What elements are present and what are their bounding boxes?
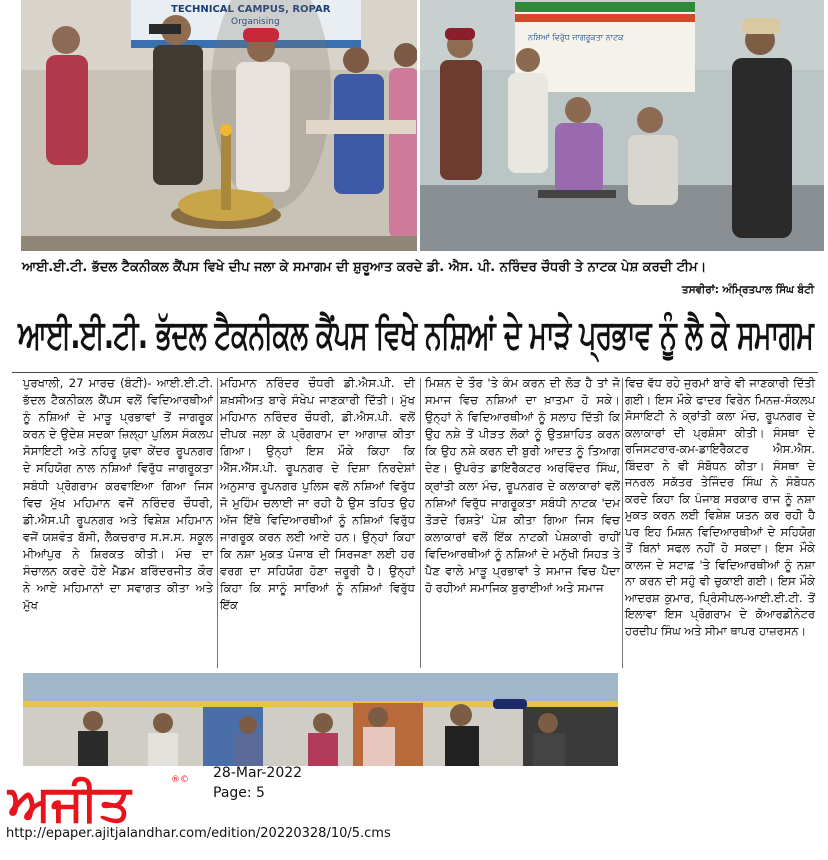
banner-text: TECHNICAL CAMPUS, ROPAR [171, 4, 331, 15]
play-banner-text: ਨਸ਼ਿਆਂ ਵਿਰੁੱਧ ਜਾਗਰੂਕਤਾ ਨਾਟਕ [528, 33, 624, 42]
photo-play-performance [420, 0, 824, 251]
headline: ਆਈ.ਈ.ਟੀ. ਭੱਦਲ ਟੈਕਨੀਕਲ ਕੈਂਪਸ ਵਿਖੇ ਨਸ਼ਿਆਂ ਦੇ ਮਾੜੇ ਪ੍ਰਭਾਵ ਨੂੰ ਲੈ ਕੇ ਸਮਾਗਮ [18, 312, 814, 358]
page-number: Page: 5 [213, 785, 265, 801]
edition-date: 28-Mar-2022 [213, 765, 303, 781]
photo-lamp-lighting [21, 0, 417, 251]
article-column-3 [425, 375, 620, 597]
photo-credit: ਤਸਵੀਰਾਂ: ਅੰਮ੍ਰਿਤਪਾਲ ਸਿੰਘ ਬੰਟੀ [681, 284, 814, 296]
column-divider [217, 378, 218, 668]
ajit-masthead-logo [6, 770, 196, 828]
article-text: ਮਹਿਮਾਨ ਨਰਿੰਦਰ ਚੌਧਰੀ ਡੀ.ਐਸ.ਪੀ. ਦੀ ਸ਼ਖ਼ਸੀਅਤ ਬਾਰੇ ਸੰਖੇਪ ਜਾਣਕਾਰੀ ਦਿੱਤੀ। ਮੁੱਖ ਮਹਿਮਾਨ ਨਰਿੰਦਰ ਚੌਧਰੀ, ਡੀ.ਐਸ.ਪੀ. ਵਲੋਂ ਦੀਪਕ ਜਲਾ ਕੇ ਪ੍ਰੋਗਰਾਮ ਦਾ ਆਗਾਜ਼ ਕੀਤਾ ਗਿਆ। ਉਨ੍ਹਾਂ ਇਸ ਮੌਕੇ ਕਿਹਾ ਕਿ ਐੱਸ.ਐੱਸ.ਪੀ. ਰੂਪਨਗਰ ਦੇ ਦਿਸ਼ਾ ਨਿਰਦੇਸ਼ਾਂ ਅਨੁਸਾਰ ਰੂਪਨਗਰ ਪੁਲਿਸ ਵਲੋਂ ਨਸ਼ਿਆਂ ਵਿਰੁੱਧ ਜੋ ਮੁਹਿੰਮ ਚਲਾਈ ਜਾ ਰਹੀ ਹੈ ਉਸ ਤਹਿਤ ਉਹ ਅੱਜ ਇੱਥੇ ਵਿਦਿਆਰਥੀਆਂ ਨੂੰ ਨਸ਼ਿਆਂ ਵਿਰੁੱਧ ਜਾਗਰੂਕ ਕਰਨ ਲਈ ਆਏ ਹਨ। ਉਨ੍ਹਾਂ ਕਿਹਾ ਕਿ ਨਸ਼ਾ ਮੁਕਤ ਪੰਜਾਬ ਦੀ ਸਿਰਜਣਾ ਲਈ ਹਰ ਵਰਗ ਦਾ ਸਹਿਯੋਗ ਹੋਣਾ ਜ਼ਰੂਰੀ ਹੈ। ਉਨ੍ਹਾਂ ਕਿਹਾ ਕਿ ਸਾਨੂੰ ਸਾਰਿਆਂ ਨੂੰ ਨਸ਼ਿਆਂ ਵਿਰੁੱਧ ਇੱਕ [220, 376, 415, 613]
column-divider [622, 378, 623, 668]
article-text: ਮਿਸ਼ਨ ਦੇ ਤੌਰ 'ਤੇ ਕੰਮ ਕਰਨ ਦੀ ਲੋੜ ਹੈ ਤਾਂ ਜੋ ਸਮਾਜ ਵਿਚ ਨਸ਼ਿਆਂ ਦਾ ਖ਼ਾਤਮਾ ਹੋ ਸਕੇ। ਉਨ੍ਹਾਂ ਨੇ ਵਿਦਿਆਰਥੀਆਂ ਨੂੰ ਸਲਾਹ ਦਿੱਤੀ ਕਿ ਉਹ ਨਸ਼ੇ ਤੋਂ ਪੀੜਤ ਲੋਕਾਂ ਨੂੰ ਉਤਸ਼ਾਹਿਤ ਕਰਨ ਕਿ ਉਹ ਨਸ਼ੇ ਕਰਨ ਦੀ ਬੁਰੀ ਆਦਤ ਨੂੰ ਤਿਆਗ ਦੇਣ। ਉਪਰੰਤ ਡਾਇਰੈਕਟਰ ਅਰਵਿੰਦਰ ਸਿੰਘ, ਕ੍ਰਾਂਤੀ ਕਲਾ ਮੰਚ, ਰੂਪਨਗਰ ਦੇ ਕਲਾਕਾਰਾਂ ਵਲੋਂ ਨਸ਼ਿਆਂ ਵਿਰੁੱਧ ਜਾਗਰੂਕਤਾ ਸਬੰਧੀ ਨਾਟਕ 'ਦਮ ਤੋੜਦੇ ਰਿਸ਼ਤੇ' ਪੇਸ਼ ਕੀਤਾ ਗਿਆ ਜਿਸ ਵਿਚ ਕਲਾਕਾਰਾਂ ਵਲੋਂ ਇੱਕ ਨਾਟਕੀ ਪੇਸ਼ਕਾਰੀ ਰਾਹੀਂ ਵਿਦਿਆਰਥੀਆਂ ਨੂੰ ਨਸ਼ਿਆਂ ਦੇ ਮਨੁੱਖੀ ਸਿਹਤ ਤੇ ਪੈਣ ਵਾਲੇ ਮਾੜੂ ਪ੍ਰਭਾਵਾਂ ਤੇ ਸਮਾਜ ਵਿਚ ਪੈਦਾ ਹੋ ਰਹੀਆਂ ਸਮਾਜਿਕ ਬੁਰਾਈਆਂ ਅਤੇ ਸਮਾਜ [425, 376, 620, 596]
masthead-registered-mark: ®© [171, 775, 189, 785]
article-column-1 [23, 375, 213, 614]
photo-caption: ਆਈ.ਈ.ਟੀ. ਭੱਦਲ ਟੈਕਨੀਕਲ ਕੈਂਪਸ ਵਿਖੇ ਦੀਪ ਜਲਾ ਕੇ ਸਮਾਗਮ ਦੀ ਸ਼ੁਰੂਆਤ ਕਰਦੇ ਡੀ. ਐਸ. ਪੀ. ਨਰਿੰਦਰ ਚੌਧਰੀ ਤੇ ਨਾਟਕ ਪੇਸ਼ ਕਰਦੀ ਟੀਮ। [22, 260, 707, 275]
edition-url[interactable]: http://epaper.ajitjalandhar.com/edition/20220328/10/5.cms [6, 826, 391, 841]
article-text: ਪੁਰਖਾਲੀ, 27 ਮਾਰਚ (ਬੰਟੀ)- ਆਈ.ਈ.ਟੀ. ਭੱਦਲ ਟੈਕਨੀਕਲ ਕੈਂਪਸ ਵਲੋਂ ਵਿਦਿਆਰਥੀਆਂ ਨੂੰ ਨਸ਼ਿਆਂ ਦੇ ਮਾੜੂ ਪ੍ਰਭਾਵਾਂ ਤੋਂ ਜਾਗਰੂਕ ਕਰਨ ਦੇ ਉਦੇਸ਼ ਸਦਕਾ ਜ਼ਿਲ੍ਹਾ ਪੁਲਿਸ ਸੰਕਲਪ ਸੋਸਾਇਟੀ ਅਤੇ ਨਹਿਰੂ ਯੁਵਾ ਕੇਂਦਰ ਰੂਪਨਗਰ ਦੇ ਸਹਿਯੋਗ ਨਾਲ ਨਸ਼ਿਆਂ ਵਿਰੁੱਧ ਜਾਗਰੂਕਤਾ ਸਬੰਧੀ ਪ੍ਰੋਗਰਾਮ ਕਰਵਾਇਆ ਗਿਆ ਜਿਸ ਵਿਚ ਮੁੱਖ ਮਹਿਮਾਨ ਵਜੋਂ ਨਰਿੰਦਰ ਚੌਧਰੀ, ਡੀ.ਐਸ.ਪੀ ਰੂਪਨਗਰ ਅਤੇ ਵਿਸ਼ੇਸ਼ ਮਹਿਮਾਨ ਵਜੋਂ ਯਸ਼ਵੰਤ ਬੱਸੀ, ਲੈਕਚਰਾਰ ਸ.ਸ.ਸ. ਸਕੂਲ ਮੀਆਂਪੁਰ ਨੇ ਸ਼ਿਰਕਤ ਕੀਤੀ। ਮੰਚ ਦਾ ਸੰਚਾਲਨ ਕਰਦੇ ਹੋਏ ਮੈਡਮ ਬਰਿੰਦਰਜੀਤ ਕੌਰ ਨੇ ਆਏ ਮਹਿਮਾਨਾਂ ਦਾ ਸਵਾਗਤ ਕੀਤਾ ਅਤੇ ਮੁੱਖ [23, 376, 213, 613]
headline-divider [12, 372, 818, 373]
column-divider [420, 378, 421, 668]
article-column-2 [220, 375, 415, 614]
photo-group [23, 673, 618, 766]
masthead-name: ਅਜੀਤ [8, 774, 131, 828]
person-right-edge [389, 43, 417, 238]
article-column-4 [625, 375, 815, 640]
banner-subtext: Organising [231, 17, 280, 27]
article-text: ਵਿਚ ਵੱਧ ਰਹੇ ਜੁਰਮਾਂ ਬਾਰੇ ਵੀ ਜਾਣਕਾਰੀ ਦਿੱਤੀ ਗਈ। ਇਸ ਮੌਕੇ ਫਾਦਰ ਵਿਰੇਨ ਮਿਨਜ਼-ਸੰਕਲਪ ਸੋਸਾਇਟੀ ਨੇ ਕ੍ਰਾਂਤੀ ਕਲਾ ਮੰਚ, ਰੂਪਨਗਰ ਦੇ ਕਲਾਕਾਰਾਂ ਦੀ ਪ੍ਰਸ਼ੰਸਾ ਕੀਤੀ। ਸੰਸਥਾ ਦੇ ਰਜਿਸਟਰਾਰ-ਕਮ-ਡਾਇਰੈਕਟਰ ਐਸ.ਐਸ. ਬਿੰਦਰਾ ਨੇ ਵੀ ਸੰਬੋਧਨ ਕੀਤਾ। ਸੰਸਥਾ ਦੇ ਜਨਰਲ ਸਕੱਤਰ ਤੇਜਿੰਦਰ ਸਿੰਘ ਨੇ ਸੰਬੋਧਨ ਕਰਦੇ ਕਿਹਾ ਕਿ ਪੰਜਾਬ ਸਰਕਾਰ ਰਾਜ ਨੂੰ ਨਸ਼ਾ ਮੁਕਤ ਕਰਨ ਲਈ ਵਿਸ਼ੇਸ਼ ਯਤਨ ਕਰ ਰਹੀ ਹੈ ਪਰ ਇਹ ਮਿਸ਼ਨ ਵਿਦਿਆਰਥੀਆਂ ਦੇ ਸਹਿਯੋਗ ਤੋਂ ਬਿਨਾਂ ਸਫਲ ਨਹੀਂ ਹੋ ਸਕਦਾ। ਇਸ ਮੌਕੇ ਕਾਲਜ ਦੇ ਸਟਾਫ਼ 'ਤੇ ਵਿਦਿਆਰਥੀਆਂ ਨੂੰ ਨਸ਼ਾ ਨਾ ਕਰਨ ਦੀ ਸਹੁੰ ਵੀ ਚੁਕਾਈ ਗਈ। ਇਸ ਮੌਕੇ ਆਦਰਸ਼ ਕੁਮਾਰ, ਪ੍ਰਿੰਸੀਪਲ-ਆਈ.ਈ.ਟੀ. ਤੋਂ ਇਲਾਵਾ ਇਸ ਪ੍ਰੋਗਰਾਮ ਦੇ ਕੋਆਰਡੀਨੇਟਰ ਹਰਦੀਪ ਸਿੰਘ ਅਤੇ ਸੀਮਾ ਥਾਪਰ ਹਾਜ਼ਰਸਨ। [625, 376, 815, 638]
